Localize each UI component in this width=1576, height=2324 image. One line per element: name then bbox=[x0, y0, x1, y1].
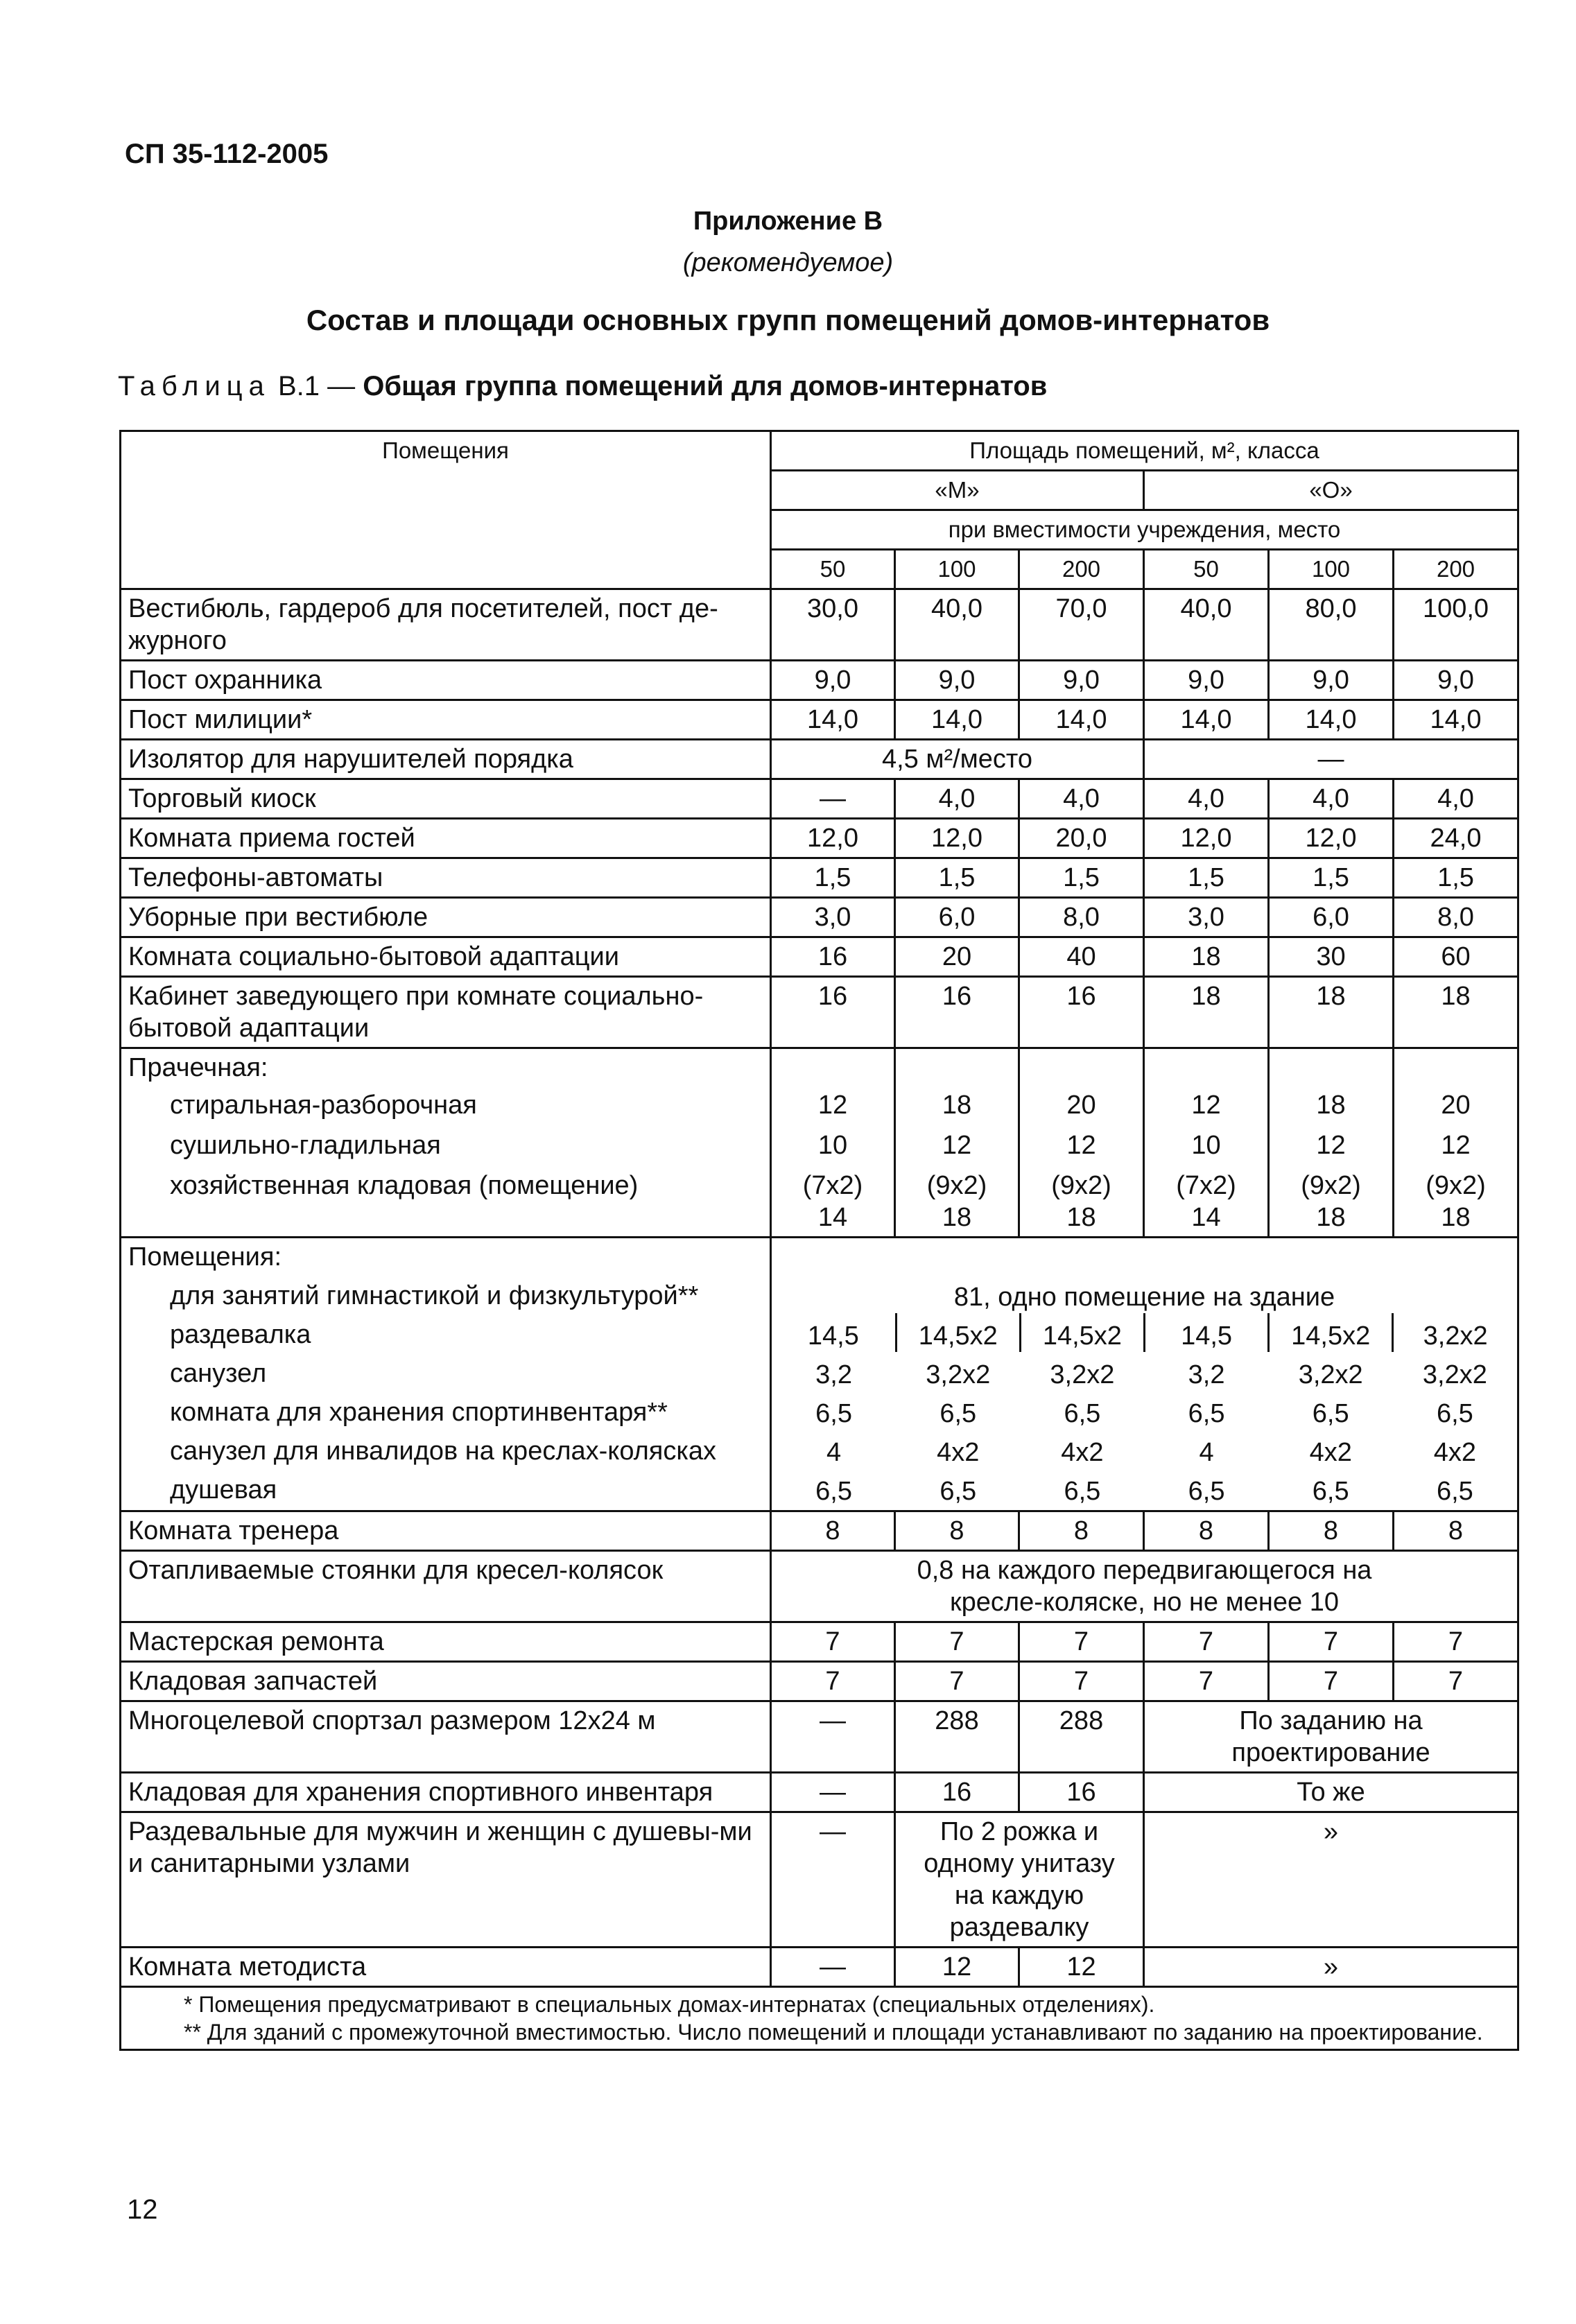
header-class-m: «М» bbox=[771, 471, 1144, 510]
area-value: 16 bbox=[771, 977, 895, 1048]
area-value: — bbox=[771, 1773, 895, 1812]
area-cell bbox=[895, 1048, 1019, 1238]
room-name: душевая bbox=[170, 1475, 277, 1504]
area-value: 30,0 bbox=[771, 589, 895, 661]
area-value: 6,5 bbox=[1064, 1477, 1101, 1506]
room-name: Раздевальные для мужчин и женщин с душевы-ми и санитарными узлами bbox=[121, 1812, 771, 1948]
area-cell bbox=[771, 1048, 895, 1238]
table-row bbox=[121, 1701, 1518, 1773]
area-value: 6,5 bbox=[815, 1477, 852, 1506]
area-value: 60 bbox=[1394, 937, 1518, 977]
area-value: 12 bbox=[895, 1948, 1019, 1987]
area-value: 9,0 bbox=[895, 661, 1019, 700]
area-value: 16 bbox=[1019, 1773, 1144, 1812]
table-row bbox=[772, 1391, 1517, 1430]
area-value: 16 bbox=[1019, 977, 1144, 1048]
room-name: Многоцелевой спортзал размером 12x24 м bbox=[121, 1701, 771, 1773]
document-code: СП 35-112-2005 bbox=[125, 139, 329, 169]
area-value: 4,0 bbox=[1394, 779, 1518, 819]
area-value: 16 bbox=[895, 977, 1019, 1048]
room-name: Кабинет заведующего при комнате социально-бытовой адаптации bbox=[121, 977, 771, 1048]
area-value: 6,5 bbox=[815, 1399, 852, 1428]
room-name: Пост охранника bbox=[121, 661, 771, 700]
area-value: 4,0 bbox=[895, 779, 1019, 819]
area-value: 9,0 bbox=[1269, 661, 1394, 700]
area-value: 9,0 bbox=[1394, 661, 1518, 700]
area-value: 6,5 bbox=[1436, 1399, 1473, 1428]
room-name: санузел для инвалидов на креслах-колясках bbox=[170, 1437, 716, 1466]
room-name: Изолятор для нарушителей порядка bbox=[121, 740, 771, 779]
header-class-o: «О» bbox=[1144, 471, 1518, 510]
page-number: 12 bbox=[127, 2194, 158, 2225]
area-value: 3,2x2 bbox=[1050, 1360, 1115, 1389]
area-value: 7 bbox=[1269, 1622, 1394, 1662]
area-value: 12 bbox=[1019, 1948, 1144, 1987]
area-value: 0,8 на каждого передвигающегося на кресле-коляске, но не менее 10 bbox=[771, 1551, 1518, 1622]
area-value: 14,0 bbox=[1144, 700, 1269, 740]
area-value: 18 bbox=[1316, 1091, 1346, 1120]
area-value: (9x2) bbox=[926, 1171, 987, 1200]
area-value: 8,0 bbox=[1019, 898, 1144, 937]
table-row bbox=[772, 1313, 1517, 1352]
room-name: комната для хранения спортинвентаря** bbox=[170, 1398, 668, 1427]
area-value: — bbox=[1144, 740, 1518, 779]
area-value: 9,0 bbox=[1144, 661, 1269, 700]
area-value: — bbox=[771, 1812, 895, 1948]
area-value: 3,2 bbox=[1188, 1360, 1225, 1389]
table-row bbox=[121, 1812, 1518, 1948]
header-capacity-value: 100 bbox=[1269, 550, 1394, 589]
area-value: 8 bbox=[1394, 1511, 1518, 1551]
area-value: 9,0 bbox=[1019, 661, 1144, 700]
area-value: 3,2 bbox=[815, 1360, 852, 1389]
area-value: 14,5 bbox=[1144, 1313, 1268, 1352]
area-value: 12,0 bbox=[771, 819, 895, 858]
area-value: — bbox=[771, 779, 895, 819]
area-value: 6,5 bbox=[1312, 1399, 1349, 1428]
area-value: 18 bbox=[1394, 977, 1518, 1048]
area-value: 6,5 bbox=[1188, 1477, 1225, 1506]
area-value: 8 bbox=[771, 1511, 895, 1551]
area-value: 6,5 bbox=[1436, 1477, 1473, 1506]
room-name: Комната приема гостей bbox=[121, 819, 771, 858]
area-value: 40,0 bbox=[1144, 589, 1269, 661]
area-value: 6,0 bbox=[895, 898, 1019, 937]
table-row bbox=[121, 1622, 1518, 1662]
area-value: То же bbox=[1144, 1773, 1518, 1812]
area-value: 4,0 bbox=[1144, 779, 1269, 819]
room-name: Отапливаемые стоянки для кресел-колясок bbox=[121, 1551, 771, 1622]
area-value: 18 bbox=[1144, 977, 1269, 1048]
area-value: 7 bbox=[771, 1622, 895, 1662]
area-value: 12 bbox=[1191, 1091, 1221, 1120]
table-number: В.1 — bbox=[277, 371, 356, 401]
footnote: * Помещения предусматривают в специальных домах-интернатах (специальных отделениях). bbox=[184, 1992, 1155, 2017]
table-row bbox=[772, 1430, 1517, 1468]
area-value: 12 bbox=[942, 1131, 972, 1160]
group-title: Помещения: bbox=[128, 1242, 282, 1272]
area-value: 7 bbox=[1144, 1622, 1269, 1662]
table-row bbox=[121, 1511, 1518, 1551]
area-value: 1,5 bbox=[1144, 858, 1269, 898]
header-capacity-value: 50 bbox=[1144, 550, 1269, 589]
area-cell bbox=[1144, 1048, 1269, 1238]
header-rooms: Помещения bbox=[121, 431, 771, 589]
footnote: ** Для зданий с промежуточной вместимостью. Число помещений и площади устанавливают по заданию на проектирование. bbox=[184, 2020, 1483, 2045]
area-value: 40 bbox=[1019, 937, 1144, 977]
area-value: 4x2 bbox=[1433, 1438, 1477, 1467]
table-row bbox=[121, 779, 1518, 819]
area-value: 81, одно помещение на здание bbox=[953, 1283, 1335, 1312]
table-row bbox=[121, 1773, 1518, 1812]
table-row-group bbox=[121, 1238, 1518, 1511]
area-value: 70,0 bbox=[1019, 589, 1144, 661]
area-value: 4 bbox=[1199, 1438, 1214, 1467]
header-area: Площадь помещений, м², класса bbox=[771, 431, 1518, 471]
area-value: (9x2) bbox=[1051, 1171, 1111, 1200]
area-value: 100,0 bbox=[1394, 589, 1518, 661]
area-cell bbox=[1394, 1048, 1518, 1238]
room-name: раздевалка bbox=[170, 1320, 311, 1349]
rooms-table bbox=[119, 430, 1519, 2051]
area-value: 14,5x2 bbox=[1269, 1313, 1393, 1352]
room-name: Комната методиста bbox=[121, 1948, 771, 1987]
table-row bbox=[121, 977, 1518, 1048]
area-value: 8 bbox=[1144, 1511, 1269, 1551]
header-capacity-value: 50 bbox=[771, 550, 895, 589]
room-name: Телефоны-автоматы bbox=[121, 858, 771, 898]
table-row bbox=[121, 589, 1518, 661]
area-value: 12,0 bbox=[895, 819, 1019, 858]
area-value: 9,0 bbox=[771, 661, 895, 700]
area-value: 18 bbox=[1269, 977, 1394, 1048]
table-row bbox=[772, 1468, 1517, 1510]
area-value: 7 bbox=[1394, 1622, 1518, 1662]
room-name: Кладовая для хранения спортивного инвентаря bbox=[121, 1773, 771, 1812]
area-value: 6,0 bbox=[1269, 898, 1394, 937]
area-value: По 2 рожка и одному унитазу на каждую раздевалку bbox=[895, 1812, 1144, 1948]
area-value: 20 bbox=[895, 937, 1019, 977]
area-value: 6,5 bbox=[1064, 1399, 1101, 1428]
area-value: 4 bbox=[826, 1438, 842, 1467]
area-value: 6,5 bbox=[939, 1399, 977, 1428]
area-value: 4,0 bbox=[1019, 779, 1144, 819]
header-capacity-value: 200 bbox=[1394, 550, 1518, 589]
area-value: 4x2 bbox=[1309, 1438, 1352, 1467]
table-row bbox=[121, 700, 1518, 740]
area-value: 14,5x2 bbox=[896, 1313, 1020, 1352]
area-value: 7 bbox=[1144, 1662, 1269, 1701]
area-value: 20 bbox=[1441, 1091, 1471, 1120]
table-notes bbox=[121, 1987, 1518, 2050]
area-value: 3,0 bbox=[1144, 898, 1269, 937]
area-value: (7x2) bbox=[802, 1171, 863, 1200]
area-value: 3,2x2 bbox=[1298, 1360, 1363, 1389]
area-value: 7 bbox=[1394, 1662, 1518, 1701]
area-value: 6,5 bbox=[939, 1477, 977, 1506]
area-value: 1,5 bbox=[1394, 858, 1518, 898]
area-value: 12 bbox=[817, 1091, 848, 1120]
area-value: 1,5 bbox=[895, 858, 1019, 898]
room-name: Комната тренера bbox=[121, 1511, 771, 1551]
room-name: санузел bbox=[170, 1359, 267, 1388]
area-value: 30 bbox=[1269, 937, 1394, 977]
table-row bbox=[121, 1551, 1518, 1622]
area-value: По заданию на проектирование bbox=[1144, 1701, 1518, 1773]
area-value: 12,0 bbox=[1144, 819, 1269, 858]
appendix-title: Приложение В bbox=[693, 207, 883, 236]
area-value: 18 bbox=[1441, 1203, 1471, 1232]
area-value: 16 bbox=[771, 937, 895, 977]
table-title: Общая группа помещений для домов-интернатов bbox=[363, 371, 1048, 401]
area-value: 14,5 bbox=[772, 1313, 896, 1352]
area-value: 288 bbox=[1019, 1701, 1144, 1773]
area-value: 14,0 bbox=[1394, 700, 1518, 740]
area-value: 14,0 bbox=[895, 700, 1019, 740]
area-value: 14 bbox=[817, 1203, 848, 1232]
area-value: 14,0 bbox=[1269, 700, 1394, 740]
area-value: 1,5 bbox=[771, 858, 895, 898]
area-value: 3,0 bbox=[771, 898, 895, 937]
area-cell bbox=[1019, 1048, 1144, 1238]
area-value: 7 bbox=[771, 1662, 895, 1701]
table-caption bbox=[118, 371, 1047, 402]
room-group bbox=[121, 1048, 771, 1238]
table-header-row bbox=[121, 431, 1518, 471]
area-value: 14,0 bbox=[1019, 700, 1144, 740]
area-value: 7 bbox=[895, 1662, 1019, 1701]
area-value: 18 bbox=[942, 1091, 972, 1120]
area-value: 4,0 bbox=[1269, 779, 1394, 819]
table-label: Таблица bbox=[118, 371, 270, 401]
table-row bbox=[121, 1662, 1518, 1701]
table-row-group bbox=[121, 1048, 1518, 1238]
premises-subtable bbox=[772, 1313, 1517, 1510]
table-row bbox=[121, 661, 1518, 700]
room-name: для занятий гимнастикой и физкультурой** bbox=[170, 1281, 699, 1310]
area-value: » bbox=[1144, 1948, 1518, 1987]
area-value: 80,0 bbox=[1269, 589, 1394, 661]
room-name: сушильно-гладильная bbox=[170, 1131, 441, 1160]
area-value: 18 bbox=[1316, 1203, 1346, 1232]
area-cell bbox=[771, 1238, 1518, 1511]
area-value: 10 bbox=[817, 1131, 848, 1160]
area-value: 14,0 bbox=[771, 700, 895, 740]
area-value: 40,0 bbox=[895, 589, 1019, 661]
room-name: Мастерская ремонта bbox=[121, 1622, 771, 1662]
area-value: 4x2 bbox=[1061, 1438, 1104, 1467]
table-row bbox=[121, 858, 1518, 898]
area-value: 1,5 bbox=[1269, 858, 1394, 898]
area-value: 3,2x2 bbox=[926, 1360, 991, 1389]
area-value: 288 bbox=[895, 1701, 1019, 1773]
area-value: 14,5x2 bbox=[1020, 1313, 1144, 1352]
table-row bbox=[772, 1352, 1517, 1391]
area-value: 6,5 bbox=[1188, 1399, 1225, 1428]
room-name: Комната социально-бытовой адаптации bbox=[121, 937, 771, 977]
area-value: 12 bbox=[1066, 1131, 1096, 1160]
room-name: Торговый киоск bbox=[121, 779, 771, 819]
area-value: 12 bbox=[1316, 1131, 1346, 1160]
area-value: 12,0 bbox=[1269, 819, 1394, 858]
table-row bbox=[121, 740, 1518, 779]
header-capacity-value: 100 bbox=[895, 550, 1019, 589]
area-value: 7 bbox=[1269, 1662, 1394, 1701]
area-value: 8,0 bbox=[1394, 898, 1518, 937]
area-value: 20,0 bbox=[1019, 819, 1144, 858]
area-value: 7 bbox=[1019, 1662, 1144, 1701]
room-name: Уборные при вестибюле bbox=[121, 898, 771, 937]
room-name: Кладовая запчастей bbox=[121, 1662, 771, 1701]
area-value: — bbox=[771, 1701, 895, 1773]
area-value: 10 bbox=[1191, 1131, 1221, 1160]
area-value: 18 bbox=[1066, 1203, 1096, 1232]
group-title: Прачечная: bbox=[128, 1053, 268, 1082]
header-capacity: при вместимости учреждения, место bbox=[771, 510, 1518, 550]
appendix-status: (рекомендуемое) bbox=[682, 248, 894, 277]
area-value: 16 bbox=[895, 1773, 1019, 1812]
room-name: стиральная-разборочная bbox=[170, 1091, 477, 1120]
area-cell bbox=[1269, 1048, 1394, 1238]
table-row bbox=[121, 898, 1518, 937]
area-value: (9x2) bbox=[1426, 1171, 1486, 1200]
section-heading: Состав и площади основных групп помещений домов-интернатов bbox=[306, 304, 1270, 336]
area-value: 7 bbox=[1019, 1622, 1144, 1662]
area-value: 8 bbox=[1019, 1511, 1144, 1551]
area-value: 7 bbox=[895, 1622, 1019, 1662]
table-notes-row bbox=[121, 1987, 1518, 2050]
area-value: 18 bbox=[942, 1203, 972, 1232]
table-row bbox=[121, 937, 1518, 977]
area-value: » bbox=[1144, 1812, 1518, 1948]
area-value: 8 bbox=[895, 1511, 1019, 1551]
header-capacity-value: 200 bbox=[1019, 550, 1144, 589]
table-row bbox=[121, 1948, 1518, 1987]
area-value: 3,2x2 bbox=[1423, 1321, 1488, 1351]
area-value: 8 bbox=[1269, 1511, 1394, 1551]
area-value: 14 bbox=[1191, 1203, 1221, 1232]
area-value: (7x2) bbox=[1176, 1171, 1236, 1200]
area-value: 3,2x2 bbox=[1422, 1360, 1487, 1389]
area-value: 4,5 м²/место bbox=[771, 740, 1144, 779]
area-value: 12 bbox=[1441, 1131, 1471, 1160]
area-value: (9x2) bbox=[1301, 1171, 1361, 1200]
area-value: 20 bbox=[1066, 1091, 1096, 1120]
table-row bbox=[121, 819, 1518, 858]
area-value: 6,5 bbox=[1312, 1477, 1349, 1506]
area-value: — bbox=[771, 1948, 895, 1987]
area-value: 18 bbox=[1144, 937, 1269, 977]
room-name: Пост милиции* bbox=[121, 700, 771, 740]
room-name: Вестибюль, гардероб для посетителей, пост де-журного bbox=[121, 589, 771, 661]
area-value: 4x2 bbox=[937, 1438, 980, 1467]
area-value: 24,0 bbox=[1394, 819, 1518, 858]
area-value: 1,5 bbox=[1019, 858, 1144, 898]
room-group bbox=[121, 1238, 771, 1511]
room-name: хозяйственная кладовая (помещение) bbox=[170, 1171, 639, 1200]
